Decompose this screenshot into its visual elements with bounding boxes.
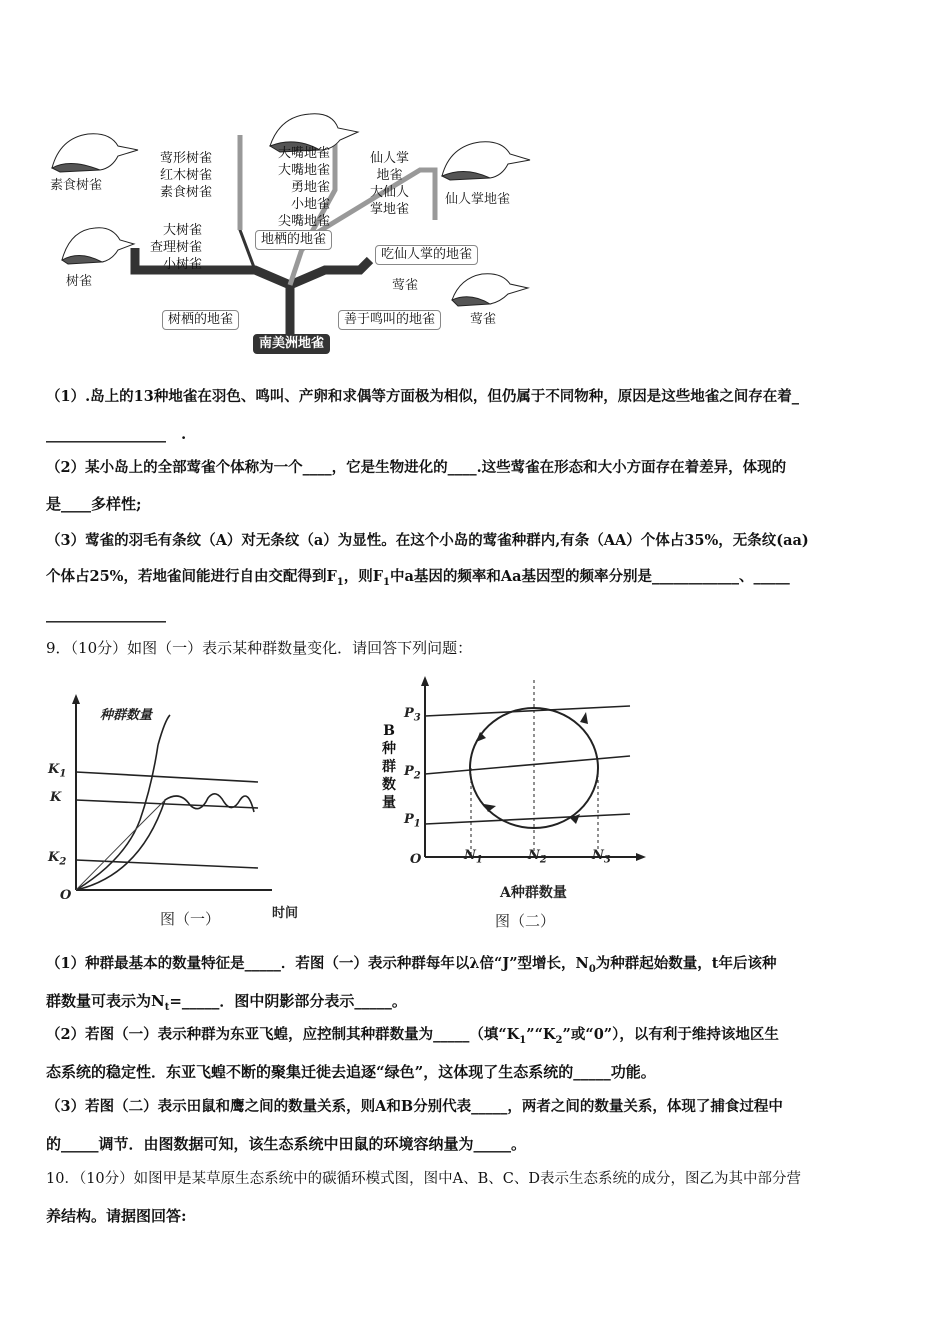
cactus-finch-item: 大仙人 <box>370 185 410 200</box>
veg-finch-item: 红木树雀 <box>160 168 213 183</box>
fig2-p1: $P_1$ <box>404 812 421 830</box>
fig2-origin: O <box>410 852 422 867</box>
q9-part2a: （2）若图（一）表示种群为东亚飞蝗，应控制其种群数量为_____（填“$K_1”“K_2$”或“0”），以有利于维持该地区生 <box>46 1026 779 1046</box>
branch-box-ground: 地栖的地雀 <box>255 230 332 250</box>
q8-p3b-post: 中a基因的频率和Aa基因型的频率分别是____________、_____ <box>389 568 790 585</box>
cactus-finch-item: 地雀 <box>376 168 403 183</box>
q8-p3b-pre: 个体占25%，若地雀间能进行自由交配得到F <box>46 568 337 585</box>
q8-part3c: ________________ <box>46 605 166 623</box>
q8-part3b <box>46 566 908 594</box>
figure-one-graph <box>40 690 320 935</box>
bird-label-veg: 素食树雀 <box>50 178 103 193</box>
q8-p3b-mid: ，则F <box>343 568 384 585</box>
veg-finch-list <box>160 150 212 201</box>
q8-part2a: （2）某小岛上的全部莺雀个体称为一个____，它是生物进化的____.这些莺雀在形态和大小方面存在着差异，体现的 <box>46 459 787 476</box>
q9-part3b: 的_____调节．由图数据可知，该生态系统中田鼠的环境容纳量为_____。 <box>46 1135 527 1153</box>
fig1-ylabel: 种群数量 <box>100 708 153 723</box>
q9-part2b: 态系统的稳定性．东亚飞蝗不断的聚集迁徙去追逐“绿色”，这体现了生态系统的_____功能。 <box>46 1063 656 1081</box>
ground-finch-list <box>278 145 330 230</box>
q9-part1a: （1）种群最基本的数量特征是_____．若图（一）表示种群每年以λ倍“J”型增长，$N_0$为种群起始数量，t年后该种 <box>46 955 777 975</box>
q8-part1: （1）.岛上的13种地雀在羽色、鸣叫、产卵和求偶等方面极为相似，但仍属于不同物种，原因是这些地雀之间存在着_ <box>46 388 800 405</box>
cactus-finch-item: 仙人掌 <box>370 151 410 166</box>
ground-finch-item: 大嘴地雀 <box>278 146 331 161</box>
cactus-finch-item: 掌地雀 <box>370 202 410 217</box>
fig2-n1: $N_1$ <box>464 848 483 866</box>
q9-title: 9．（10分）如图（一）表示某种群数量变化．请回答下列问题： <box>46 639 473 657</box>
fig1-k1: $K_1$ <box>48 762 67 780</box>
bird-label-warbler: 莺雀 <box>470 312 497 327</box>
veg-finch-item: 素食树雀 <box>160 185 213 200</box>
fig1-caption: 图（一） <box>160 910 221 928</box>
q8-p3b-sub2: 1 <box>383 576 390 588</box>
tree-finch-item: 查理树雀 <box>150 240 203 255</box>
bird-label-cactus: 仙人掌地雀 <box>445 192 511 207</box>
tree-finch-item: 大树雀 <box>163 223 203 238</box>
fig1-xlabel: 时间 <box>272 906 299 921</box>
ground-finch-item: 小地雀 <box>291 197 331 212</box>
fig1-k: K <box>50 790 62 805</box>
warbler-branch-label: 莺雀 <box>392 278 419 293</box>
tree-finch-item: 小树雀 <box>163 257 203 272</box>
q8-part3a: （3）莺雀的羽毛有条纹（A）对无条纹（a）为显性。在这个小岛的莺雀种群内,有条（AA）个体占35%，无条纹(aa) <box>46 532 809 549</box>
bird-label-tree: 树雀 <box>66 274 93 289</box>
fig2-ylabel: B 种 群 数 量 <box>382 723 396 811</box>
fig2-n2: $N_2$ <box>528 848 547 866</box>
figure-one <box>40 690 320 935</box>
q8-p3b-sub1: 1 <box>336 576 344 588</box>
fig1-k2: $K_2$ <box>48 850 67 868</box>
veg-finch-item: 莺形树雀 <box>160 151 213 166</box>
fig2-p2: $P_2$ <box>404 764 421 782</box>
q8-part2b: 是____多样性; <box>46 495 142 513</box>
fig2-n3: $N_3$ <box>592 848 611 866</box>
q10-line1: 10．（10分）如图甲是某草原生态系统中的碳循环模式图，图中A、B、C、D表示生态系统的成分，图乙为其中部分营 <box>46 1171 801 1187</box>
branch-box-tree: 树栖的地雀 <box>162 310 239 330</box>
fig2-caption: 图（二） <box>495 912 556 930</box>
q10-line2: 养结构。请据图回答: <box>46 1207 187 1225</box>
finch-tree-figure <box>40 110 540 360</box>
branch-box-cactus: 吃仙人掌的地雀 <box>375 245 478 265</box>
tree-finch-list <box>150 222 202 273</box>
fig2-xlabel: A种群数量 <box>500 885 567 901</box>
branch-box-warbler: 善于鸣叫的地雀 <box>338 310 441 330</box>
ground-finch-item: 尖嘴地雀 <box>278 214 331 229</box>
tree-root-box: 南美洲地雀 <box>253 334 330 354</box>
figure-two <box>380 672 650 937</box>
ground-finch-item: 大嘴地雀 <box>278 163 331 178</box>
cactus-finch-list <box>370 150 409 218</box>
fig2-p3: $P_3$ <box>404 706 421 724</box>
q8-part1-blank: ________________ . <box>46 425 187 443</box>
q9-part3a: （3）若图（二）表示田鼠和鹰之间的数量关系，则A和B分别代表_____，两者之间的数量关系，体现了捕食过程中 <box>46 1098 783 1115</box>
fig1-origin: O <box>60 888 72 903</box>
q9-part1b: 群数量可表示为$N_t=\_\_\_\_\_$．图中阴影部分表示_____。 <box>46 992 407 1013</box>
ground-finch-item: 勇地雀 <box>291 180 331 195</box>
